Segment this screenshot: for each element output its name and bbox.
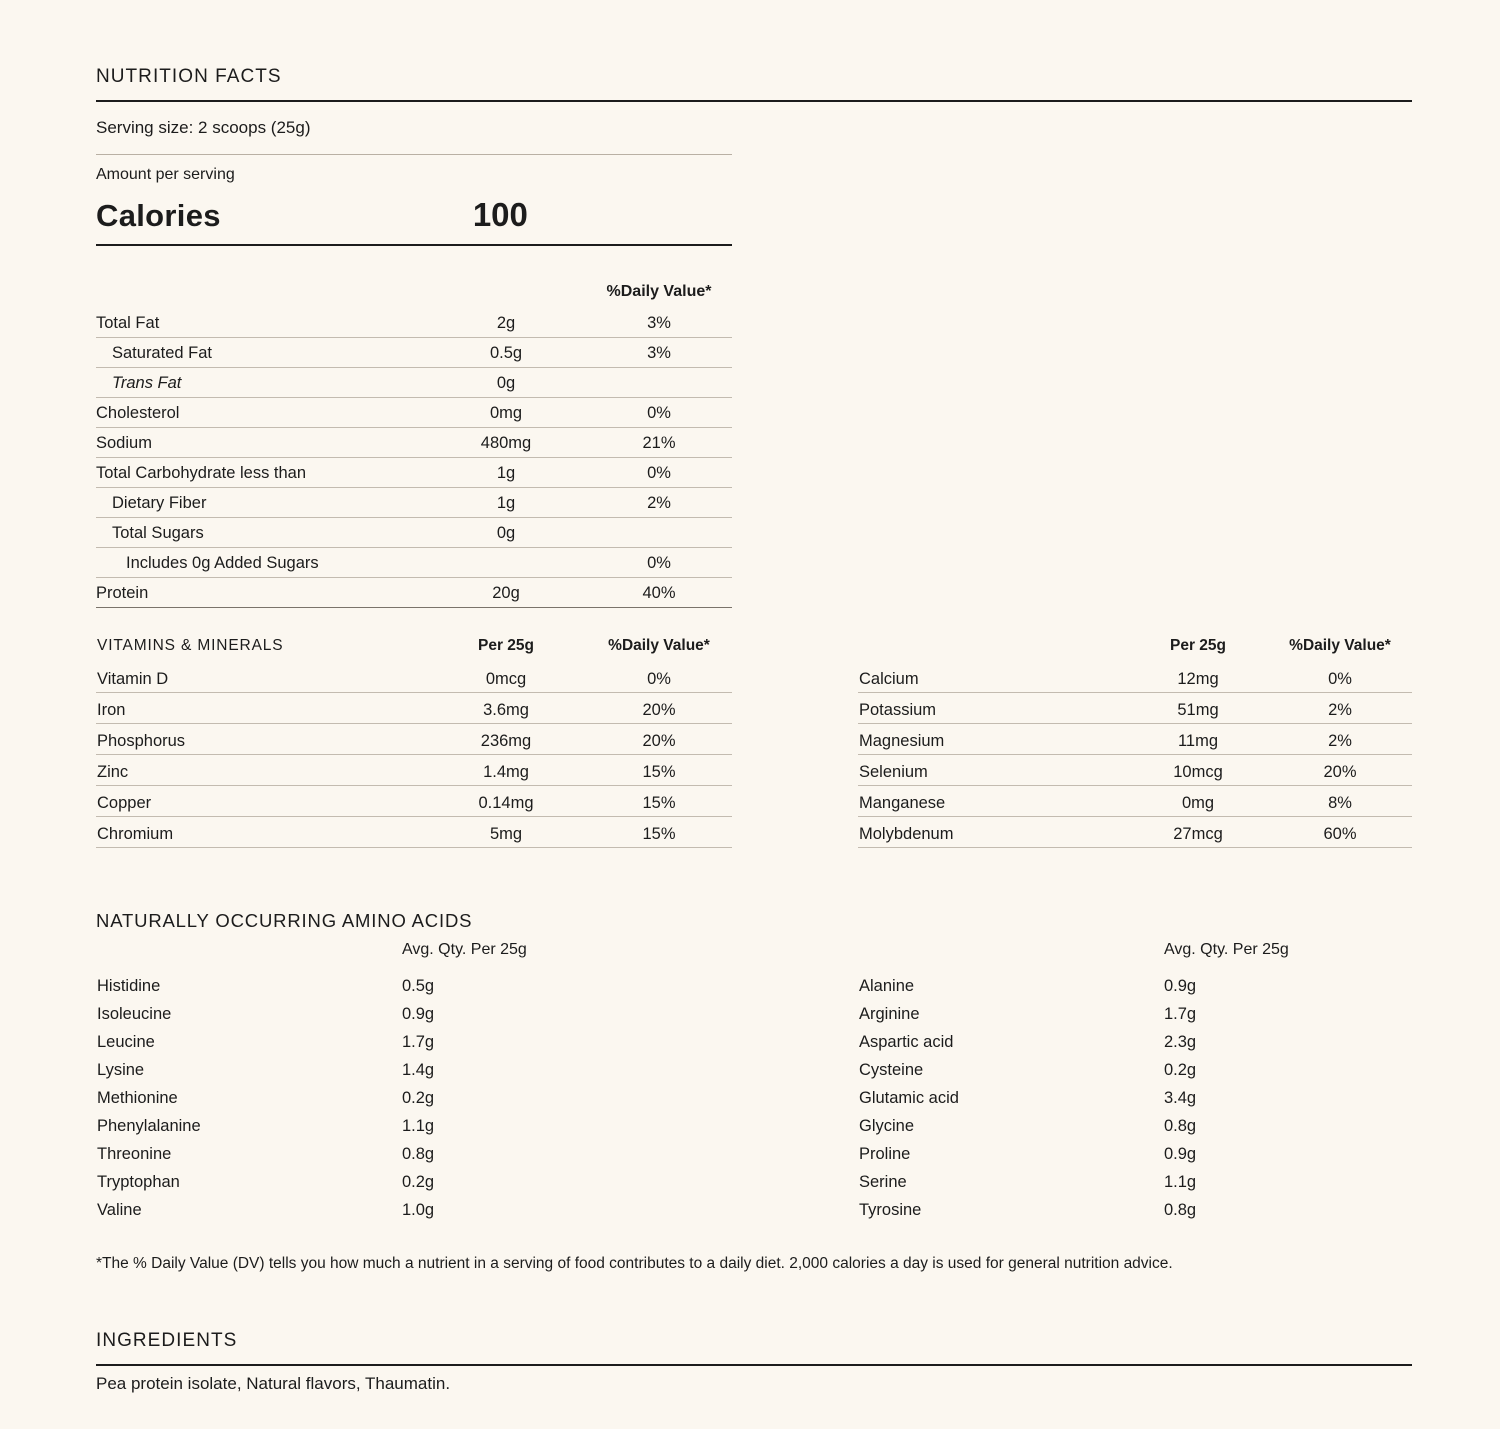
nutrient-amount: 1g xyxy=(426,457,586,487)
vm-daily-value: 2% xyxy=(1268,723,1412,754)
aa-name: Cysteine xyxy=(859,1061,924,1079)
table-row xyxy=(96,723,732,754)
aa-name: Histidine xyxy=(97,977,161,995)
list-item xyxy=(96,1193,641,1221)
vm-amount: 12mg xyxy=(1128,661,1268,692)
vm-name: Phosphorus xyxy=(96,723,426,754)
vm-name: Iron xyxy=(96,692,426,723)
amino-acids-heading: NATURALLY OCCURRING AMINO ACIDS xyxy=(96,910,473,931)
vm-header-per: Per 25g xyxy=(477,637,534,654)
aa-qty: 0.8g xyxy=(402,1145,435,1163)
aa-qty: 0.2g xyxy=(402,1089,435,1107)
vm-amount: 5mg xyxy=(426,816,586,847)
aa-qty: 0.9g xyxy=(402,1005,435,1023)
list-item xyxy=(96,1025,641,1053)
nutrition-facts-heading: NUTRITION FACTS xyxy=(96,66,282,87)
vm-name: Selenium xyxy=(858,754,1128,785)
ingredients-header xyxy=(96,1330,1412,1366)
vm-amount: 236mg xyxy=(426,723,586,754)
aa-name: Glycine xyxy=(859,1117,915,1135)
vm-name: Copper xyxy=(96,785,426,816)
aa-header-blank-left xyxy=(96,940,401,969)
aa-qty: 1.7g xyxy=(402,1033,435,1051)
vm-daily-value: 2% xyxy=(1268,692,1412,723)
aa-name: Aspartic acid xyxy=(859,1033,954,1051)
aa-qty: 2.3g xyxy=(1164,1033,1197,1051)
nutrient-daily-value: 0% xyxy=(586,547,732,577)
vitamins-minerals-table-left xyxy=(96,636,732,848)
calories-label: Calories xyxy=(96,198,221,233)
aa-qty: 3.4g xyxy=(1164,1089,1197,1107)
nutrient-name: Total Sugars xyxy=(96,517,426,547)
aa-qty: 0.9g xyxy=(1164,977,1197,995)
nutrient-daily-value: 0% xyxy=(586,397,732,427)
list-item xyxy=(96,997,641,1025)
vm-amount: 0mg xyxy=(1128,785,1268,816)
vm-amount: 11mg xyxy=(1128,723,1268,754)
serving-size: Serving size: 2 scoops (25g) xyxy=(96,118,732,155)
list-item xyxy=(858,969,1403,997)
list-item xyxy=(96,1137,641,1165)
amount-per-serving-label: Amount per serving xyxy=(96,166,235,183)
nutrient-amount: 480mg xyxy=(426,427,586,457)
nutrient-amount: 0.5g xyxy=(426,337,586,367)
table-row xyxy=(96,577,732,607)
aa-qty: 0.8g xyxy=(1164,1117,1197,1135)
table-row xyxy=(96,427,732,457)
vm-daily-value: 0% xyxy=(1268,661,1412,692)
amino-acids-table-right xyxy=(858,940,1403,1221)
list-item xyxy=(96,969,641,997)
nutrient-name xyxy=(96,367,426,397)
vm-header-per-right: Per 25g xyxy=(1169,637,1226,654)
vm-amount: 3.6mg xyxy=(426,692,586,723)
list-item xyxy=(858,997,1403,1025)
vm-daily-value: 20% xyxy=(1268,754,1412,785)
nutrient-amount: 0g xyxy=(426,367,586,397)
amino-acids-table-left xyxy=(96,940,641,1221)
aa-qty: 1.7g xyxy=(1164,1005,1197,1023)
nutrient-name: Includes 0g Added Sugars xyxy=(96,547,426,577)
table-row xyxy=(96,457,732,487)
table-row xyxy=(858,785,1412,816)
nutrient-daily-value: 40% xyxy=(586,577,732,607)
aa-qty: 1.1g xyxy=(402,1117,435,1135)
aa-name: Valine xyxy=(97,1201,142,1219)
vm-header-daily-value-right: %Daily Value* xyxy=(1289,637,1391,654)
table-row xyxy=(96,754,732,785)
aa-qty: 0.9g xyxy=(1164,1145,1197,1163)
vm-daily-value: 60% xyxy=(1268,816,1412,847)
vm-header-daily-value: %Daily Value* xyxy=(608,637,710,654)
list-item xyxy=(96,1165,641,1193)
nutrient-name: Total Fat xyxy=(96,307,426,337)
vitamins-minerals-header-row xyxy=(96,636,732,661)
aa-qty: 0.2g xyxy=(402,1173,435,1191)
amino-acids-header-row-left xyxy=(96,940,641,969)
vm-amount: 51mg xyxy=(1128,692,1268,723)
nutrient-amount: 20g xyxy=(426,577,586,607)
nutrient-daily-value: 21% xyxy=(586,427,732,457)
vm-name: Magnesium xyxy=(858,723,1128,754)
aa-header-qty-left: Avg. Qty. Per 25g xyxy=(402,941,527,958)
nutrient-name: Cholesterol xyxy=(96,397,426,427)
nutrient-amount: 0g xyxy=(426,517,586,547)
vm-amount: 0.14mg xyxy=(426,785,586,816)
table-row xyxy=(96,487,732,517)
nutrient-header-daily-value: %Daily Value* xyxy=(606,283,712,300)
list-item xyxy=(96,1081,641,1109)
list-item xyxy=(858,1193,1403,1221)
table-row xyxy=(96,307,732,337)
list-item xyxy=(858,1025,1403,1053)
ingredients-text: Pea protein isolate, Natural flavors, Thaumatin. xyxy=(96,1374,451,1393)
vm-daily-value: 0% xyxy=(586,661,732,692)
aa-qty: 1.4g xyxy=(402,1061,435,1079)
table-row xyxy=(858,754,1412,785)
list-item xyxy=(858,1081,1403,1109)
aa-name: Methionine xyxy=(97,1089,178,1107)
table-row xyxy=(96,692,732,723)
nutrient-name: Protein xyxy=(96,577,426,607)
aa-header-blank-right xyxy=(858,940,1163,969)
calories-row xyxy=(96,196,732,246)
table-row xyxy=(96,816,732,847)
vm-daily-value: 20% xyxy=(586,723,732,754)
vm-daily-value: 15% xyxy=(586,816,732,847)
aa-name: Lysine xyxy=(97,1061,145,1079)
aa-name: Leucine xyxy=(97,1033,155,1051)
aa-name: Arginine xyxy=(859,1005,920,1023)
vm-amount: 1.4mg xyxy=(426,754,586,785)
aa-name: Isoleucine xyxy=(97,1005,172,1023)
table-row xyxy=(858,661,1412,692)
aa-qty: 1.0g xyxy=(402,1201,435,1219)
table-row xyxy=(96,367,732,397)
amino-acids-header-row-right xyxy=(858,940,1403,969)
vm-daily-value: 20% xyxy=(586,692,732,723)
vm-name: Potassium xyxy=(858,692,1128,723)
table-row xyxy=(96,517,732,547)
list-item xyxy=(96,1053,641,1081)
table-row xyxy=(96,397,732,427)
table-row xyxy=(96,785,732,816)
nutrient-amount: 1g xyxy=(426,487,586,517)
nutrient-table-header-row xyxy=(96,283,732,307)
vm-name: Manganese xyxy=(858,785,1128,816)
nutrient-amount: 0mg xyxy=(426,397,586,427)
nutrient-daily-value: 2% xyxy=(586,487,732,517)
aa-name: Threonine xyxy=(97,1145,172,1163)
nutrient-daily-value xyxy=(586,517,732,547)
nutrient-name: Saturated Fat xyxy=(96,337,426,367)
calories-value: 100 xyxy=(472,196,528,233)
aa-qty: 0.5g xyxy=(402,977,435,995)
vm-amount: 27mcg xyxy=(1128,816,1268,847)
list-item xyxy=(96,1109,641,1137)
nutrition-facts-header xyxy=(96,66,1412,102)
vm-daily-value: 15% xyxy=(586,754,732,785)
table-row xyxy=(858,723,1412,754)
vm-name: Calcium xyxy=(858,661,1128,692)
vitamins-minerals-table-right xyxy=(858,636,1412,848)
list-item xyxy=(858,1053,1403,1081)
ingredients-heading: INGREDIENTS xyxy=(96,1330,238,1351)
list-item xyxy=(858,1137,1403,1165)
nutrient-header-amount xyxy=(426,283,586,307)
nutrient-header-blank xyxy=(96,283,426,307)
vm-daily-value: 8% xyxy=(1268,785,1412,816)
aa-name: Serine xyxy=(859,1173,907,1191)
aa-name: Proline xyxy=(859,1145,911,1163)
table-row xyxy=(96,337,732,367)
aa-name: Phenylalanine xyxy=(97,1117,201,1135)
list-item xyxy=(858,1109,1403,1137)
list-item xyxy=(858,1165,1403,1193)
nutrient-daily-value: 0% xyxy=(586,457,732,487)
nutrient-table xyxy=(96,283,732,608)
aa-name: Alanine xyxy=(859,977,915,995)
aa-name: Tyrosine xyxy=(859,1201,922,1219)
vm-amount: 0mcg xyxy=(426,661,586,692)
nutrient-name-italic: Trans Fat xyxy=(112,373,182,392)
vm-amount: 10mcg xyxy=(1128,754,1268,785)
nutrient-daily-value: 3% xyxy=(586,337,732,367)
vm-name: Zinc xyxy=(96,754,426,785)
nutrient-amount xyxy=(426,547,586,577)
table-row xyxy=(96,661,732,692)
nutrient-name: Total Carbohydrate less than xyxy=(96,457,426,487)
vm-name: Vitamin D xyxy=(96,661,426,692)
table-row xyxy=(858,816,1412,847)
table-row xyxy=(96,547,732,577)
nutrient-name: Sodium xyxy=(96,427,426,457)
vm-name: Chromium xyxy=(96,816,426,847)
vm-header-blank-right xyxy=(858,636,1128,661)
aa-qty: 0.2g xyxy=(1164,1061,1197,1079)
aa-header-qty-right: Avg. Qty. Per 25g xyxy=(1164,941,1289,958)
vm-daily-value: 15% xyxy=(586,785,732,816)
aa-qty: 0.8g xyxy=(1164,1201,1197,1219)
aa-qty: 1.1g xyxy=(1164,1173,1197,1191)
vitamins-minerals-header-row-right xyxy=(858,636,1412,661)
vitamins-minerals-heading: VITAMINS & MINERALS xyxy=(97,637,284,654)
aa-name: Glutamic acid xyxy=(859,1089,959,1107)
table-row xyxy=(858,692,1412,723)
nutrient-amount: 2g xyxy=(426,307,586,337)
aa-name: Tryptophan xyxy=(97,1173,180,1191)
daily-value-footnote: *The % Daily Value (DV) tells you how much a nutrient in a serving of food contributes to a daily diet. 2,000 calories a day is used for general nutrition advice. xyxy=(96,1255,1173,1272)
vm-name: Molybdenum xyxy=(858,816,1128,847)
nutrient-daily-value xyxy=(586,367,732,397)
nutrient-daily-value: 3% xyxy=(586,307,732,337)
nutrient-name: Dietary Fiber xyxy=(96,487,426,517)
